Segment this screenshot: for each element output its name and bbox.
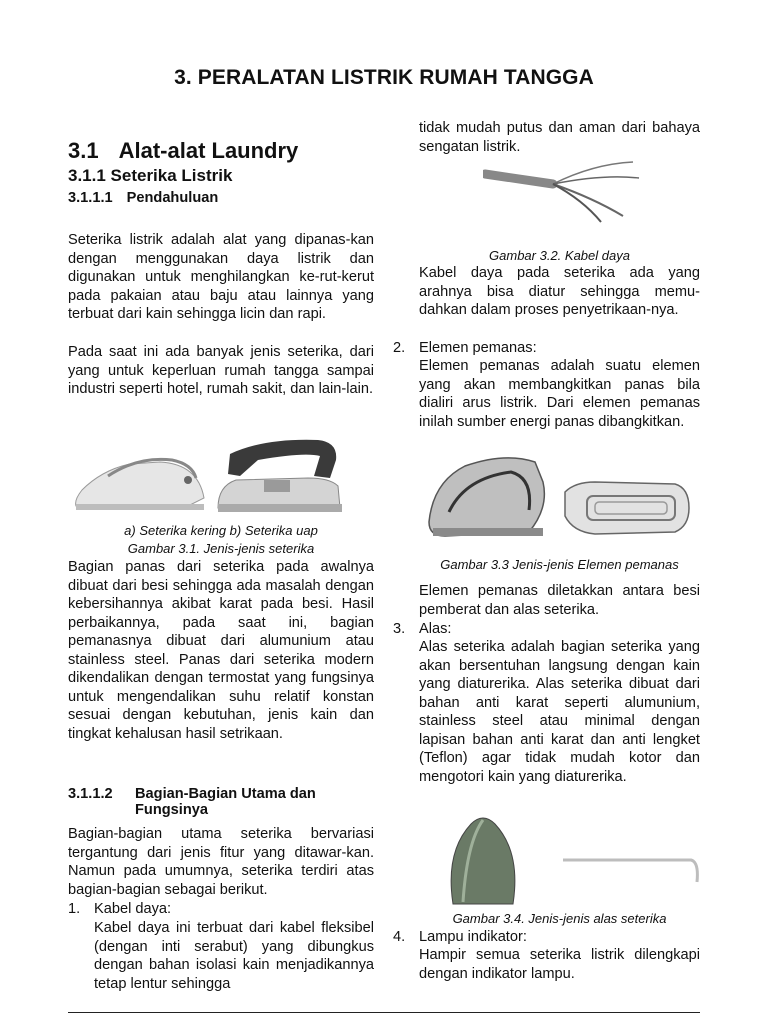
subsubsection-title-line2: Fungsinya <box>135 802 208 818</box>
list-item-text: Kabel daya ini terbuat dari kabel fleksibel (dengan inti serabut) yang dibungkus dengan bahan isolasi kain menjadikannya tetap lentur sehingga <box>94 920 374 992</box>
paragraph-continued: tidak mudah putus dan aman dari bahaya sengatan listrik. <box>419 120 700 155</box>
list-item-label: Alas: <box>419 621 452 637</box>
page-title: 3. PERALATAN LISTRIK RUMAH TANGGA <box>174 66 594 89</box>
section-title: Alat-alat Laundry <box>118 138 299 163</box>
soleplates-image <box>443 812 703 908</box>
paragraph-intro: Seterika listrik adalah alat yang dipanas-kan dengan menggunakan daya listrik dan digunakan untuk menghilangkan ke-rut-kerut pada pakaian atau baju atau lainnya yang terbuat dari kain sehingga licin dan rapi. <box>68 232 374 322</box>
subsection-heading: 3.1.1 Seterika Listrik <box>68 166 233 185</box>
list-item-label: Elemen pemanas: <box>419 340 537 356</box>
section-heading <box>68 138 298 164</box>
paragraph-types: Pada saat ini ada banyak jenis seterika, dari yang untuk keperluan rumah tangga sampai industri seperti hotel, rumah sakit, dan lain-lain. <box>68 344 374 397</box>
figure-caption: Gambar 3.1. Jenis-jenis seterika <box>127 541 315 556</box>
list-item-label: Lampu indikator: <box>419 929 527 945</box>
subsubsection-heading-parts <box>68 786 374 818</box>
list-number: 2. <box>393 340 406 356</box>
figure-power-cable <box>483 160 643 230</box>
power-cable-image <box>483 160 643 230</box>
subsubsection-number: 3.1.1.2 <box>68 786 113 802</box>
subsubsection-number: 3.1.1.1 <box>68 190 113 206</box>
list-item-text: Alas seterika adalah bagian seterika yang akan bersentuhan langsung dengan kain yang diaturerika. Alas seterika dibuat dari bahan anti karat seperti alumunium, stainless steel atau minimal dengan lapisan bahan anti karat dan anti lengket (Teflon) agar tidak mudah kotor dan mengotori kain yang diaturerika. <box>419 639 700 785</box>
paragraph-main-parts: Bagian-bagian utama seterika bervariasi tergantung dari jenis fitur yang ditawar-kan. Namun pada umumnya, seterika terdiri atas bagian-bagian sebagai berikut. <box>68 826 374 898</box>
subsubsection-title: Pendahuluan <box>126 190 219 206</box>
heating-elements-image <box>425 452 695 548</box>
footer-rule <box>68 1012 700 1013</box>
subsubsection-title-line1: Bagian-Bagian Utama dan <box>135 786 316 802</box>
figure-caption: Gambar 3.2. Kabel daya <box>489 248 630 263</box>
heating-element-1-image <box>429 458 544 536</box>
figure-heating-elements <box>425 452 695 548</box>
list-number: 3. <box>393 621 406 637</box>
figure-soleplates <box>443 812 703 908</box>
figure-irons <box>68 420 374 516</box>
list-item-text: Hampir semua seterika listrik dilengkapi dengan indikator lampu. <box>419 947 700 982</box>
subsubsection-heading <box>68 190 218 206</box>
list-number: 1. <box>68 901 81 917</box>
list-item-text: Elemen pemanas adalah suatu elemen yang akan membangkitkan panas bila dialiri arus listrik. Dari elemen pemanas inilah sumber energi panas dibangkitkan. <box>419 358 700 430</box>
steam-iron-image <box>218 440 342 512</box>
paragraph-heating-part: Bagian panas dari seterika pada awalnya dibuat dari besi sehingga ada masalah dengan kebersihannya akibat karat pada besi. Hasil perbaikannya, pada saat ini, bagian pemanasnya dibuat dari alumunium atau stainless steel. Panas dari seterika modern dikendalikan dengan termostat yang fungsinya untuk mengendalikan suhu relatif konstan sesuai dengan kebutuhan, jenis kain dan tingkat kehalusan hasil setrikaan. <box>68 559 374 742</box>
section-number: 3.1 <box>68 138 99 163</box>
list-item-label: Kabel daya: <box>94 901 172 917</box>
heating-element-2-image <box>565 482 689 534</box>
figure-sublabels: a) Seterika kering b) Seterika uap <box>124 523 318 538</box>
paragraph-cable: Kabel daya pada seterika ada yang arahnya bisa diatur sehingga memu-dahkan dalam proses penyetrikaan-nya. <box>419 265 700 318</box>
dry-iron-image <box>76 459 204 510</box>
paragraph-element-position: Elemen pemanas diletakkan antara besi pemberat dan alas seterika. <box>419 583 700 618</box>
figure-caption: Gambar 3.4. Jenis-jenis alas seterika <box>452 911 667 926</box>
figure-caption: Gambar 3.3 Jenis-jenis Elemen pemanas <box>440 557 679 572</box>
list-number: 4. <box>393 929 406 945</box>
iron-illustrations <box>68 420 374 516</box>
